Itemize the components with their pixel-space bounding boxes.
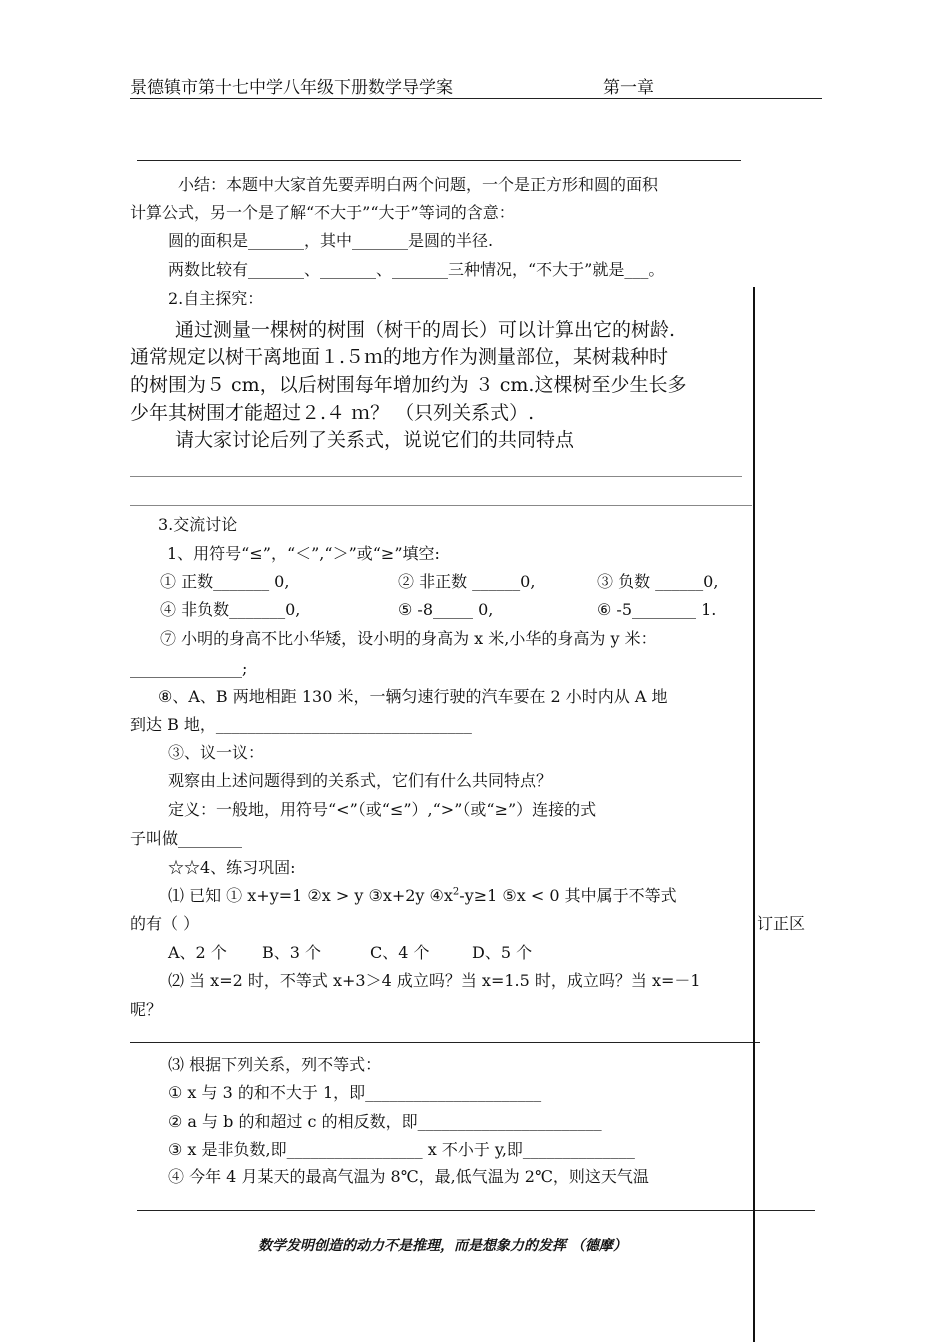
- summary-line-1: 小结：本题中大家首先要弄明白两个问题，一个是正方形和圆的面积: [178, 175, 659, 194]
- fill-item-3: ③ 负数 ______0,: [597, 572, 719, 591]
- summary-line-3: 圆的面积是_______，其中_______是圆的半径.: [168, 231, 494, 250]
- option-a: A、2 个: [168, 943, 227, 962]
- inequality-item-3: ③ x 是非负数,即_________________ x 不小于 y,即______________: [168, 1140, 635, 1159]
- option-b: B、3 个: [262, 943, 322, 962]
- fill-item-2: ② 非正数 ______0,: [398, 572, 536, 591]
- inequality-item-4: ④ 今年 4 月某天的最高气温为 8℃，最,低气温为 2℃，则这天气温: [168, 1167, 649, 1186]
- header-rule: [130, 98, 822, 99]
- question-1: 1、用符号“≤”，“＜”,“＞”或“≥”填空:: [167, 544, 440, 563]
- explore-paragraph-4: 少年其树围才能超过２.４ ｍ？ （只列关系式）.: [130, 402, 535, 424]
- inequality-item-2: ② a 与 b 的和超过 c 的相反数，即_______________________: [168, 1112, 602, 1131]
- section-heading-practice: ☆☆4、练习巩固:: [168, 858, 296, 877]
- answer-line: [130, 505, 752, 506]
- section-heading-discuss: 3.交流讨论: [158, 515, 238, 534]
- answer-line: [130, 476, 742, 477]
- fill-item-4: ④ 非负数_______0,: [160, 600, 301, 619]
- question-7-blank: ______________;: [130, 659, 248, 678]
- summary-line-2: 计算公式，另一个是了解“不大于”“大于”等词的含意：: [130, 203, 515, 222]
- practice-question-3: ⑶ 根据下列关系，列不等式：: [168, 1055, 382, 1074]
- definition-line-1: 定义：一般地，用符号“<”（或“≤”）,“>”（或“≥”）连接的式: [168, 800, 597, 819]
- question-8-line-1: ⑧、A、B 两地相距 130 米，一辆匀速行驶的汽车要在 2 小时内从 A 地: [158, 687, 668, 706]
- correction-zone-label: 订正区: [757, 914, 806, 933]
- practice-question-2: ⑵ 当 x=2 时，不等式 x+3＞4 成立吗？当 x=1.5 时，成立吗？当 x=－1: [168, 971, 701, 990]
- question-7: ⑦ 小明的身高不比小华矮，设小明的身高为 x 米,小华的身高为 y 米：: [160, 629, 657, 648]
- answer-line: [130, 1042, 760, 1043]
- page-header-title: 景德镇市第十七中学八年级下册数学导学案: [130, 78, 453, 98]
- chapter-label: 第一章: [603, 78, 654, 98]
- practice-question-2-end: 呢？: [130, 1000, 163, 1019]
- explore-paragraph-5: 请大家讨论后列了关系式，说说它们的共同特点: [175, 429, 575, 451]
- option-d: D、5 个: [472, 943, 533, 962]
- footer-quote: 数学发明创造的动力不是推理，而是想象力的发挥 （德摩）: [258, 1238, 627, 1254]
- observation-text: 观察由上述问题得到的关系式，它们有什么共同特点？: [168, 771, 553, 790]
- option-c: C、4 个: [370, 943, 430, 962]
- explore-paragraph-3: 的树围为５ cm，以后树围每年增加约为 ３ cm.这棵树至少生长多: [130, 374, 687, 396]
- definition-line-2: 子叫做________: [130, 829, 243, 848]
- summary-line-4: 两数比较有_______、_______、_______三种情况，“不大于”就是___。: [168, 260, 665, 279]
- section-heading-explore: 2.自主探究：: [168, 289, 264, 308]
- explore-paragraph-2: 通常规定以树干离地面１.５ｍ的地方作为测量部位，某树栽种时: [130, 346, 669, 368]
- footer-rule: [137, 1210, 815, 1211]
- margin-divider: [753, 287, 755, 1342]
- practice-question-1: ⑴ 已知 ① x+y=1 ②x > y ③x+2y $④x^2-y\ge 1$ ⑤x < 0 其中属于不等式: [168, 886, 677, 905]
- fill-item-5: ⑤ -8_____ 0,: [398, 600, 494, 619]
- explore-paragraph-1: 通过测量一棵树的树围（树干的周长）可以计算出它的树龄.: [175, 319, 676, 341]
- practice-question-1-end: 的有（ ）: [130, 914, 200, 933]
- inequality-item-1: ① x 与 3 的和不大于 1，即______________________: [168, 1083, 542, 1102]
- fill-item-6: ⑥ -5________ 1.: [597, 600, 717, 619]
- question-8-line-2: 到达 B 地，________________________________: [130, 715, 472, 734]
- answer-line: [137, 160, 741, 161]
- discuss-subheading: ③、议一议：: [168, 743, 265, 762]
- fill-item-1: ① 正数_______ 0,: [160, 572, 290, 591]
